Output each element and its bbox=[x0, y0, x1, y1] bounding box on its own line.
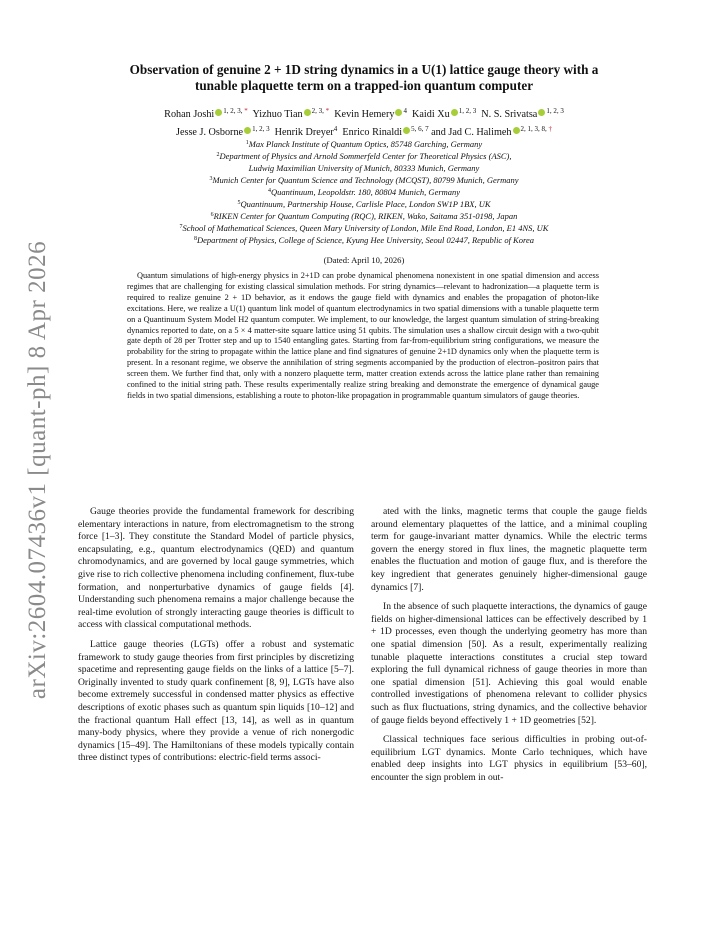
author-name[interactable]: N. S. Srivatsa bbox=[481, 109, 538, 120]
author-name[interactable]: Kaidi Xu bbox=[412, 109, 450, 120]
body-paragraph: Classical techniques face serious difficulties in probing out-of-equilibrium LGT dynamics. Monte Carlo techniques, which have enabled deep insights into LGT physics in equilibrium [53–60], encounter the sign problem in out- bbox=[371, 734, 647, 783]
abstract: Quantum simulations of high-energy physics in 2+1D can probe dynamical phenomena nonexistent in one spatial dimension and access regimes that are challenging for existing classical simulation methods. For string dynamics—relevant to hadronization—a plaquette term is required to realize genuine 2 + 1D behavior, as it endows the gauge field with dynamics and enables the propagation of photon-like excitations. Here, we realize a U(1) quantum link model of quantum electrodynamics in two spatial dimensions with a tunable plaquette term on a Quantinuum System Model H2 quantum computer. We implement, to our knowledge, the largest quantum simulation of string-breaking dynamics reported to date, on a 5 × 4 matter-site square lattice using 51 qubits. The simulation uses a shallow circuit design with a two-qubit gate depth of 28 per Trotter step and up to 1540 entangling gates. Starting from far-from-equilibrium string configurations, we measure the probability for the string to propagate within the lattice plane and find signatures of genuine 2+1D dynamics only when the plaquette term is present. In a resonant regime, we observe the annihilation of string segments accompanied by the production of electron–positron pairs that screen them. We further find that, only with a nonzero plaquette term, matter creation extends across the lattice plane rather than remaining confined to the initial string path. These results experimentally realize string breaking and demonstrate the emergence of dynamical gauge fields in two spatial dimensions, establishing a route to photon-like propagation in programmable quantum simulators of gauge theories. bbox=[127, 271, 599, 400]
body-column-left bbox=[78, 506, 354, 772]
corresponding-mark[interactable]: * bbox=[325, 107, 330, 115]
orcid-icon[interactable] bbox=[244, 127, 251, 134]
affiliation: $^8$Department of Physics, College of Science, Kyung Hee University, Seoul 02447, Republic of Korea bbox=[193, 235, 534, 245]
affil-sup: 2, 1, 3, 8, bbox=[520, 125, 549, 133]
affiliation: $^4$Quantinuum, Leopoldstr. 180, 80804 Munich, Germany bbox=[267, 187, 461, 197]
affil-sup: 1, 2, 3 bbox=[458, 107, 477, 115]
title-line-2: tunable plaquette term on a trapped-ion quantum computer bbox=[194, 78, 534, 93]
affiliation: $^7$School of Mathematical Sciences, Queen Mary University of London, Mile End Road, London, E1 4NS, UK bbox=[179, 223, 549, 233]
affiliation-list bbox=[74, 138, 654, 246]
author-list bbox=[74, 104, 654, 140]
corresponding-mark[interactable]: * bbox=[244, 107, 248, 115]
affil-sup: 5, 6, 7 bbox=[411, 125, 429, 133]
title-line-1: Observation of genuine 2 + 1D string dynamics in a U(1) lattice gauge theory with a bbox=[129, 62, 599, 77]
affil-sup: 1, 2, 3 bbox=[546, 107, 564, 115]
affil-sup: 4 bbox=[403, 107, 407, 115]
body-paragraph: Lattice gauge theories (LGTs) offer a robust and systematic framework to study gauge theories from first principles by discretizing spacetime and representing gauge fields on the links of a lattice [5–7]. Originally invented to study quark confinement [8, 9], LGTs have also become extremely successful in condensed matter physics as effective descriptions of exotic phases such as quantum spin liquids [10–12] and the fractional quantum Hall effect [13, 14], as well as in quantum many-body physics, where they provide a venue of rich nonergodic dynamics [15–49]. The Hamiltonians of these models typically contain three distinct types of contributions: electric-field terms associ- bbox=[78, 638, 354, 764]
affiliation: $^3$Munich Center for Quantum Science and Technology (MCQST), 80799 Munich, Germany bbox=[209, 175, 519, 185]
orcid-icon[interactable] bbox=[451, 109, 458, 116]
author-name[interactable]: Henrik Dreyer bbox=[274, 127, 334, 138]
author-name[interactable]: Enrico Rinaldi bbox=[342, 127, 403, 138]
author-name[interactable]: Jesse J. Osborne bbox=[176, 127, 244, 138]
orcid-icon[interactable] bbox=[513, 127, 520, 134]
author-joiner: and bbox=[431, 127, 446, 138]
orcid-icon[interactable] bbox=[215, 109, 222, 116]
orcid-icon[interactable] bbox=[538, 109, 545, 116]
orcid-icon[interactable] bbox=[403, 127, 410, 134]
affiliation: $^2$Department of Physics and Arnold Sommerfeld Center for Theoretical Physics (ASC), bbox=[216, 151, 512, 161]
affil-sup: 2, 3, bbox=[311, 107, 326, 115]
arxiv-stamp bbox=[14, 240, 62, 700]
orcid-icon[interactable] bbox=[304, 109, 311, 116]
author-name[interactable]: Jad C. Halimeh bbox=[448, 127, 512, 138]
author-name[interactable]: Rohan Joshi bbox=[164, 109, 215, 120]
arxiv-identifier: arXiv:2604.07436v1 [quant-ph] 8 Apr 2026 bbox=[24, 240, 51, 700]
affiliation: $^5$Quantinuum, Partnership House, Carlisle Place, London SW1P 1BX, UK bbox=[237, 199, 491, 209]
author-line-1 bbox=[74, 104, 654, 122]
body-paragraph: Gauge theories provide the fundamental framework for describing elementary interactions in nature, from electromagnetism to the strong force [1–3]. They constitute the Standard Model of particle physics, encapsulating, e.g., quantum electrodynamics (QED) and quantum chromodynamics, and are governed by local gauge symmetries, which give rise to rich collective phenomena including confinement, flux-tube formation, and nonperturbative dynamics of gauge fields [4]. Understanding such phenomena remains a major challenge because the real-time evolution of strongly interacting gauge theories is difficult to access with classical computational methods. bbox=[78, 506, 354, 631]
affil-sup: 1, 2, 3, bbox=[223, 107, 245, 115]
affiliation: $^6$RIKEN Center for Quantum Computing (RQC), RIKEN, Wako, Saitama 351-0198, Japan bbox=[210, 211, 518, 221]
author-name[interactable]: Kevin Hemery bbox=[334, 109, 395, 120]
affiliation: $^1$Max Planck Institute of Quantum Optics, 85748 Garching, Germany bbox=[245, 139, 483, 149]
body-paragraph: ated with the links, magnetic terms that couple the gauge fields around elementary plaquettes of the lattice, and a minimal coupling term for gauge-invariant matter dynamics. While the electric terms govern the energy stored in flux lines, the magnetic plaquette term enables the fluctuation and motion of gauge flux, and is therefore the key ingredient that generates genuinely higher-dimensional gauge dynamics [7]. bbox=[371, 506, 647, 593]
paper-title bbox=[70, 62, 658, 94]
affiliation: Ludwig Maximilian University of Munich, 80333 Munich, Germany bbox=[248, 163, 480, 173]
body-column-right bbox=[371, 506, 647, 791]
body-paragraph: In the absence of such plaquette interactions, the dynamics of gauge fields on higher-dimensional lattices can be effectively described by 1 + 1D processes, even though the underlying geometry has more than one spatial dimension [50]. As a result, experimentally realizing tunable plaquette interactions constitutes a crucial step toward exploring the full dynamical richness of gauge theories in more than one spatial dimension [51]. Achieving this goal would enable controlled investigations of phenomena relevant to collider physics such as flux fluctuations, string dynamics, and the collective behavior of gauge fields beyond effectively 1 + 1D geometries [52]. bbox=[371, 601, 647, 726]
date-line: (Dated: April 10, 2026) bbox=[323, 255, 405, 265]
orcid-icon[interactable] bbox=[395, 109, 402, 116]
affil-sup: 4 bbox=[333, 125, 338, 133]
author-name[interactable]: Yizhuo Tian bbox=[252, 109, 303, 120]
affil-sup: 1, 2, 3 bbox=[252, 125, 270, 133]
corresponding-mark[interactable]: † bbox=[548, 125, 552, 133]
